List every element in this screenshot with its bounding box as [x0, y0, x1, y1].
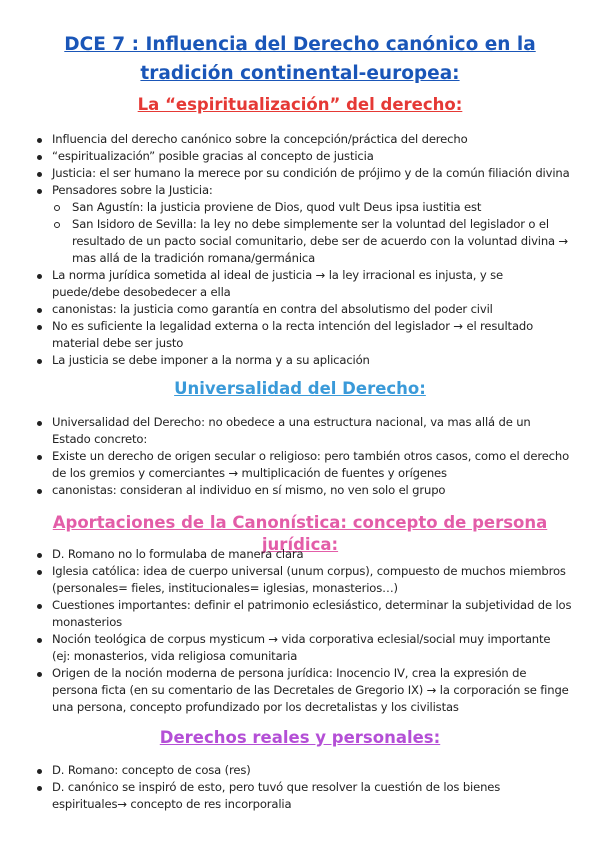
- section-list-canonistica: [0, 546, 600, 716]
- section-title-canonistica: Aportaciones de la Canonística: concepto de persona jurídica:: [52, 513, 548, 554]
- list-item: Universalidad del Derecho: no obedece a una estructura nacional, va mas allá de un Estado concreto:: [0, 414, 600, 448]
- list-item: Pensadores sobre la Justicia: San Agustín: la justicia proviene de Dios, quod vult Deus ipsa iustitia est San Isidoro de Sevilla: la ley no debe simplemente ser la voluntad del legislador o el resultado de un pacto social comunitario, debe ser de acuerdo con la voluntad divina → mas allá de la tradición romana/germánica: [0, 182, 600, 267]
- sub-list-item: San Isidoro de Sevilla: la ley no debe simplemente ser la voluntad del legislador o el resultado de un pacto social comunitario, debe ser de acuerdo con la voluntad divina → mas allá de la tradición romana/germánica: [52, 216, 572, 267]
- list-item: Influencia del derecho canónico sobre la concepción/práctica del derecho: [0, 131, 600, 148]
- list-item: La norma jurídica sometida al ideal de justicia → la ley irracional es injusta, y se puede/debe desobedecer a ella: [0, 267, 600, 301]
- list-item: La justicia se debe imponer a la norma y a su aplicación: [0, 352, 600, 369]
- list-item: Origen de la noción moderna de persona jurídica: Inocencio IV, crea la expresión de persona ficta (en su comentario de las Decretales de Gregorio IX) → la corporación se finge una persona, concepto profundizado por los decretalistas y los civilistas: [0, 665, 600, 716]
- sub-list-item: San Agustín: la justicia proviene de Dios, quod vult Deus ipsa iustitia est: [52, 199, 572, 216]
- list-item: canonistas: consideran al individuo en sí mismo, no ven solo el grupo: [0, 482, 600, 499]
- list-item: Existe un derecho de origen secular o religioso: pero también otros casos, como el derecho de los gremios y comerciantes → multiplicación de fuentes y orígenes: [0, 448, 600, 482]
- list-item: “espiritualización” posible gracias al concepto de justicia: [0, 148, 600, 165]
- section-list-universalidad: [0, 414, 600, 499]
- section-title-derechos-reales: Derechos reales y personales:: [159, 728, 441, 747]
- section-title-universalidad: Universalidad del Derecho:: [174, 379, 426, 398]
- section-list-derechos-reales: [0, 762, 600, 813]
- list-item: canonistas: la justicia como garantía en contra del absolutismo del poder civil: [0, 301, 600, 318]
- list-item: No es suficiente la legalidad externa o la recta intención del legislador → el resultado material debe ser justo: [0, 318, 600, 352]
- list-item: Justicia: el ser humano la merece por su condición de prójimo y de la común filiación divina: [0, 165, 600, 182]
- list-item: D. canónico se inspiró de esto, pero tuvó que resolver la cuestión de los bienes espirituales→ concepto de res incorporalia: [0, 779, 600, 813]
- section-list-espiritualizacion: [0, 131, 600, 369]
- list-item: D. Romano: concepto de cosa (res): [0, 762, 600, 779]
- list-item: Cuestiones importantes: definir el patrimonio eclesiástico, determinar la subjetividad de los monasterios: [0, 597, 600, 631]
- list-item: Iglesia católica: idea de cuerpo universal (unum corpus), compuesto de muchos miembros (personales= fieles, institucionales= iglesias, monasterios…): [0, 563, 600, 597]
- list-item: D. Romano no lo formulaba de manera clara: [0, 546, 600, 563]
- sub-list: [52, 199, 572, 267]
- page-title: DCE 7 : Influencia del Derecho canónico en la tradición continental-europea:: [64, 34, 536, 84]
- section-title-espiritualizacion: La “espiritualización” del derecho:: [137, 95, 463, 114]
- list-item: Noción teológica de corpus mysticum → vida corporativa eclesial/social muy importante (ej: monasterios, vida religiosa comunitaria: [0, 631, 600, 665]
